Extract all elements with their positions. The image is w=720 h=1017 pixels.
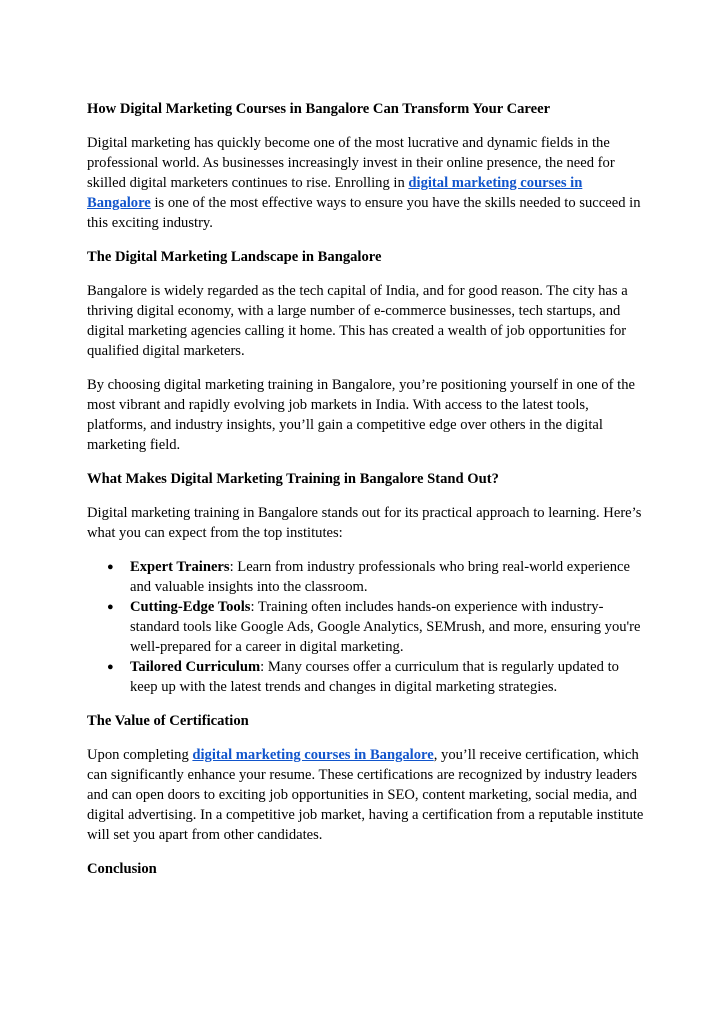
list-item-term: Expert Trainers [130, 559, 230, 575]
intro-course-link[interactable]: digital marketing courses in Bangalore [87, 175, 583, 211]
list-item-desc: : Many courses offer a curriculum that is regularly updated to keep up with the latest trends and changes in digital marketing strategies. [130, 659, 619, 695]
intro-paragraph [87, 133, 647, 233]
document-page [87, 99, 647, 893]
list-item-term: Tailored Curriculum [130, 659, 261, 675]
certification-course-link[interactable]: digital marketing courses in Bangalore [192, 747, 434, 763]
certification-paragraph [87, 745, 647, 845]
landscape-paragraph-1: Bangalore is widely regarded as the tech capital of India, and for good reason. The city has a thriving digital economy, with a large number of e-commerce businesses, tech startups, and digital marketing agencies calling it home. This has created a wealth of job opportunities for qualified digital marketers. [87, 283, 628, 359]
landscape-heading: The Digital Marketing Landscape in Bangalore [87, 249, 382, 265]
list-item-term: Cutting-Edge Tools [130, 599, 251, 615]
certification-text-before-link: Upon completing [87, 747, 193, 763]
list-item [130, 597, 647, 657]
landscape-paragraph-2: By choosing digital marketing training in Bangalore, you’re positioning yourself in one of the most vibrant and rapidly evolving job markets in India. With access to the latest tools, platforms, and industry insights, you’ll gain a competitive edge over others in the digital marketing field. [87, 377, 635, 453]
stand-out-heading: What Makes Digital Marketing Training in Bangalore Stand Out? [87, 471, 499, 487]
list-item [130, 657, 647, 697]
intro-text-before-link: Digital marketing has quickly become one of the most lucrative and dynamic fields in the professional world. As businesses increasingly invest in their online presence, the need for skilled digital marketers continues to rise. Enrolling in [87, 135, 615, 191]
list-item-desc: : Learn from industry professionals who bring real-world experience and valuable insights into the classroom. [130, 559, 630, 595]
certification-heading: The Value of Certification [87, 713, 249, 729]
conclusion-heading: Conclusion [87, 861, 157, 877]
list-item-desc: : Training often includes hands-on experience with industry-standard tools like Google Ads, Google Analytics, SEMrush, and more, ensuring you're well-prepared for a career in digital marketing. [130, 599, 641, 655]
intro-text-after-link: is one of the most effective ways to ensure you have the skills needed to succeed in this exciting industry. [87, 195, 641, 231]
document-title: How Digital Marketing Courses in Bangalore Can Transform Your Career [87, 101, 551, 117]
certification-text-after-link: , you’ll receive certification, which can significantly enhance your resume. These certifications are recognized by industry leaders and can open doors to exciting job opportunities in SEO, content marketing, social media, and digital advertising. In a competitive job market, having a certification from a reputable institute will set you apart from other candidates. [87, 747, 644, 843]
list-item [130, 557, 647, 597]
features-list [87, 557, 647, 697]
stand-out-paragraph: Digital marketing training in Bangalore stands out for its practical approach to learning. Here’s what you can expect from the top institutes: [87, 505, 642, 541]
